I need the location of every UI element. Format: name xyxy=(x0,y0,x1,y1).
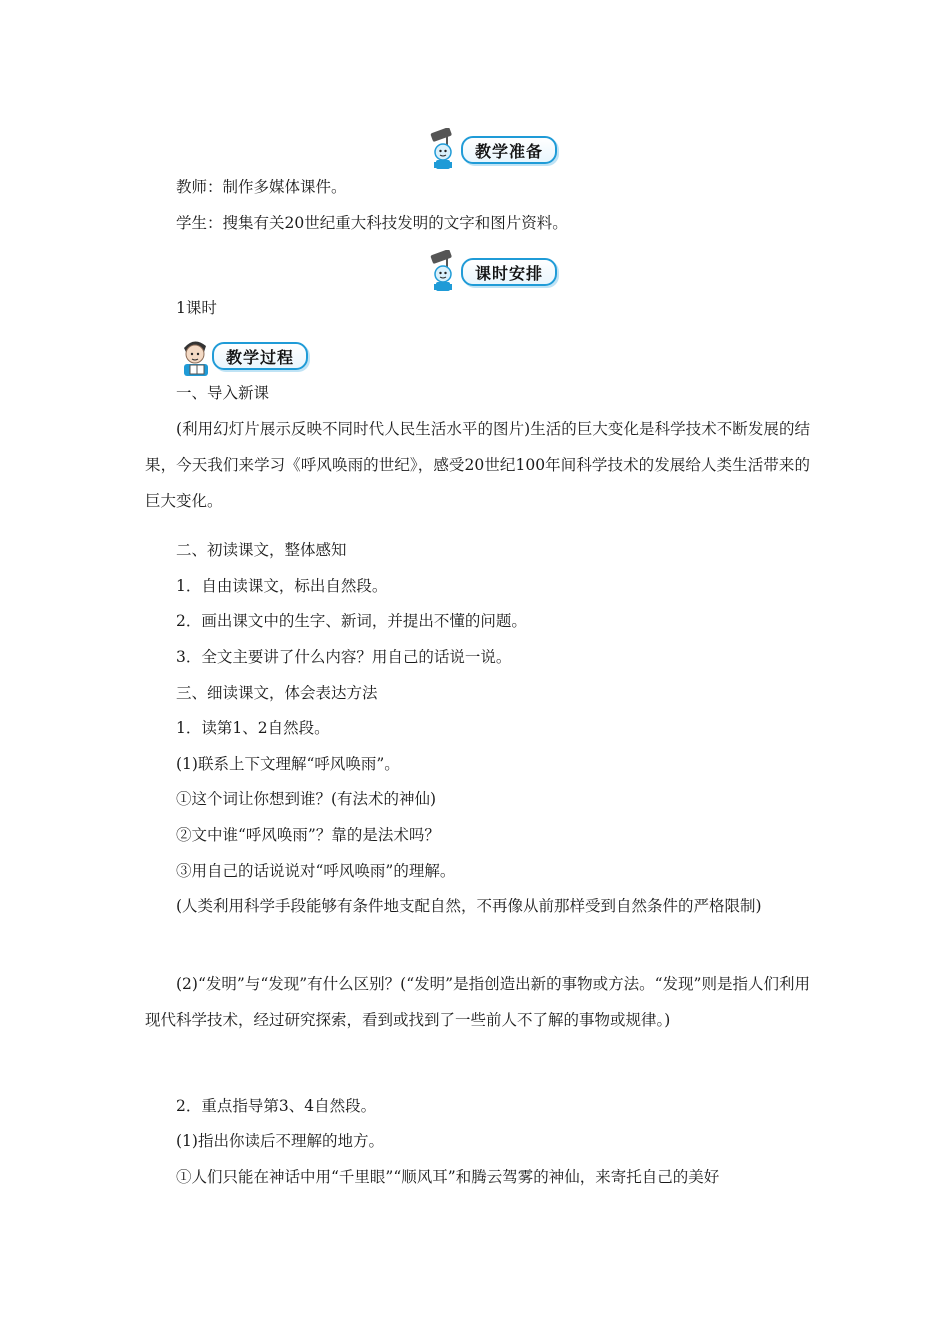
process-subitem-1: (1)联系上下文理解“呼风唤雨”。 xyxy=(176,755,400,773)
process-item-read-3-4: 2．重点指导第3、4自然段。 xyxy=(176,1097,377,1115)
process-heading-3: 三、细读课文，体会表达方法 xyxy=(176,684,378,702)
process-question-3: ③用自己的话说说对“呼风唤雨”的理解。 xyxy=(176,862,456,880)
process-invention-discovery: (2)“发明”与“发现”有什么区别？(“发明”是指创造出新的事物或方法。“发现”则是指人们利用现代科学技术，经过研究探索，看到或找到了一些前人不了解的事物或规律。) xyxy=(145,975,810,1029)
section-badge-prep xyxy=(425,130,557,170)
section-badge-process xyxy=(176,336,308,376)
process-item-2: 2．画出课文中的生字、新词，并提出不懂的问题。 xyxy=(176,612,527,630)
section-label-schedule xyxy=(461,258,557,286)
process-subitem-unclear: (1)指出你读后不理解的地方。 xyxy=(176,1132,384,1150)
process-heading-2: 二、初读课文，整体感知 xyxy=(176,541,347,559)
process-item-3: 3．全文主要讲了什么内容？用自己的话说一说。 xyxy=(176,648,512,666)
schedule-hours: 1课时 xyxy=(176,299,217,317)
section-badge-schedule xyxy=(425,252,557,292)
prep-teacher: 教师：制作多媒体课件。 xyxy=(176,178,347,196)
process-question-1: ①这个词让你想到谁？(有法术的神仙) xyxy=(176,790,437,808)
process-heading-1: 一、导入新课 xyxy=(176,384,270,402)
process-paragraph-intro: (利用幻灯片展示反映不同时代人民生活水平的图片)生活的巨大变化是科学技术不断发展的结果，今天我们来学习《呼风唤雨的世纪》，感受20世纪100年间科学技术的发展给人类生活带来的巨大变化。 xyxy=(145,420,810,510)
process-item-read-1-2: 1．读第1、2自然段。 xyxy=(176,719,330,737)
section-label-process xyxy=(212,342,308,370)
prep-student: 学生：搜集有关20世纪重大科技发明的文字和图片资料。 xyxy=(176,214,568,232)
section-title-schedule: 课时安排 xyxy=(475,263,544,283)
process-question-myth: ①人们只能在神话中用“千里眼”“顺风耳”和腾云驾雾的神仙，来寄托自己的美好 xyxy=(176,1168,720,1186)
section-label-prep xyxy=(461,136,557,164)
process-answer-explanation: (人类利用科学手段能够有条件地支配自然，不再像从前那样受到自然条件的严格限制) xyxy=(176,897,762,915)
process-item-1: 1．自由读课文，标出自然段。 xyxy=(176,577,388,595)
process-question-2: ②文中谁“呼风唤雨”？靠的是法术吗？ xyxy=(176,826,440,844)
section-title-prep: 教学准备 xyxy=(475,141,544,161)
section-title-process: 教学过程 xyxy=(226,347,295,367)
